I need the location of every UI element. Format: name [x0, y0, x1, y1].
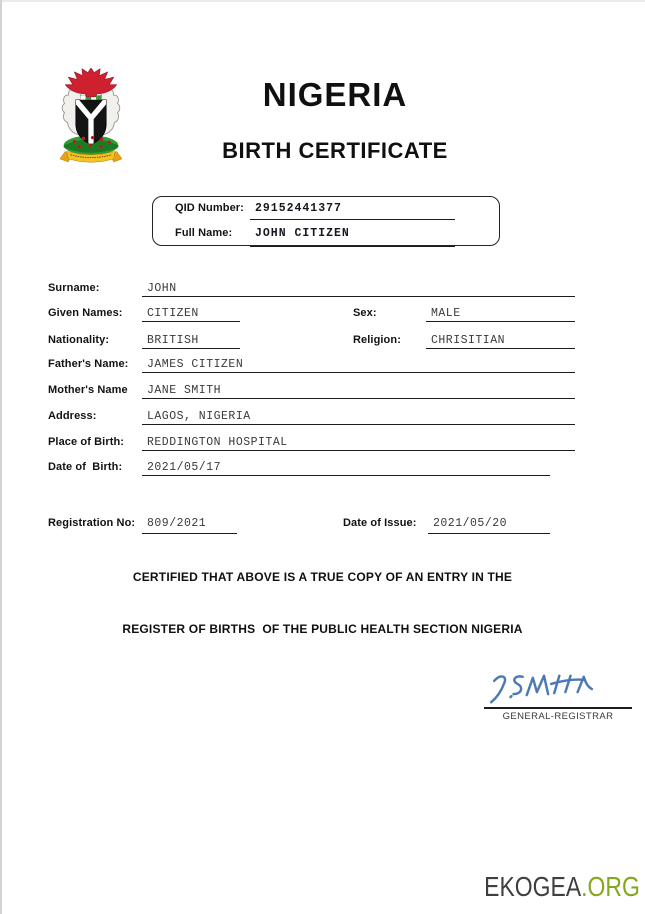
registration-no-underline — [142, 533, 237, 534]
mother-name-value: JANE SMITH — [147, 384, 222, 397]
address-underline — [142, 424, 575, 425]
date-of-issue-underline — [428, 533, 550, 534]
date-of-issue-value: 2021/05/20 — [433, 517, 508, 530]
nationality-underline — [142, 348, 240, 349]
date-of-birth-underline — [142, 475, 550, 476]
registration-no-label: Registration No: — [48, 517, 136, 529]
full-name-value: JOHN CITIZEN — [255, 227, 350, 240]
page-left-edge — [0, 0, 2, 914]
mother-name-underline — [142, 398, 575, 399]
sex-label: Sex: — [353, 307, 377, 319]
registrar-title: GENERAL-REGISTRAR — [502, 711, 614, 722]
sex-underline — [426, 321, 575, 322]
father-name-underline — [142, 372, 575, 373]
certification-line-1: CERTIFIED THAT ABOVE IS A TRUE COPY OF AN ENTRY IN THE — [132, 570, 513, 584]
father-name-value: JAMES CITIZEN — [147, 358, 244, 371]
brand-name: EKOGEA — [484, 871, 582, 902]
religion-underline — [426, 348, 575, 349]
given-names-label: Given Names: — [48, 307, 123, 319]
document-title: BIRTH CERTIFICATE — [222, 138, 448, 163]
page-top-edge — [0, 0, 645, 2]
address-label: Address: — [48, 410, 97, 422]
place-of-birth-underline — [142, 450, 575, 451]
surname-label: Surname: — [48, 282, 100, 294]
registration-no-value: 809/2021 — [147, 517, 207, 530]
religion-value: CHRISITIAN — [431, 334, 506, 347]
place-of-birth-value: REDDINGTON HOSPITAL — [147, 436, 288, 449]
brand-logo — [484, 872, 640, 902]
religion-label: Religion: — [353, 334, 401, 346]
full-name-underline — [250, 246, 455, 247]
registrar-signature-icon — [486, 666, 598, 708]
brand-tld: .ORG — [581, 871, 640, 902]
address-value: LAGOS, NIGERIA — [147, 410, 251, 423]
date-of-issue-label: Date of Issue: — [343, 517, 417, 529]
signature-line — [484, 707, 632, 709]
sex-value: MALE — [431, 307, 461, 320]
place-of-birth-label: Place of Birth: — [48, 436, 125, 448]
surname-value: JOHN — [147, 282, 177, 295]
surname-underline — [142, 296, 575, 297]
qid-number-value: 29152441377 — [255, 202, 342, 215]
nationality-label: Nationality: — [48, 334, 110, 346]
full-name-label: Full Name: — [175, 227, 233, 239]
qid-number-underline — [250, 219, 455, 220]
mother-name-label: Mother's Name — [48, 384, 128, 396]
given-names-value: CITIZEN — [147, 307, 199, 320]
date-of-birth-value: 2021/05/17 — [147, 461, 222, 474]
date-of-birth-label: Date of Birth: — [48, 461, 123, 473]
given-names-underline — [142, 321, 240, 322]
certification-line-2: REGISTER OF BIRTHS OF THE PUBLIC HEALTH SECTION NIGERIA — [122, 622, 523, 636]
nationality-value: BRITISH — [147, 334, 199, 347]
country-title: NIGERIA — [262, 76, 408, 113]
father-name-label: Father's Name: — [48, 358, 129, 370]
qid-number-label: QID Number: — [175, 202, 244, 214]
